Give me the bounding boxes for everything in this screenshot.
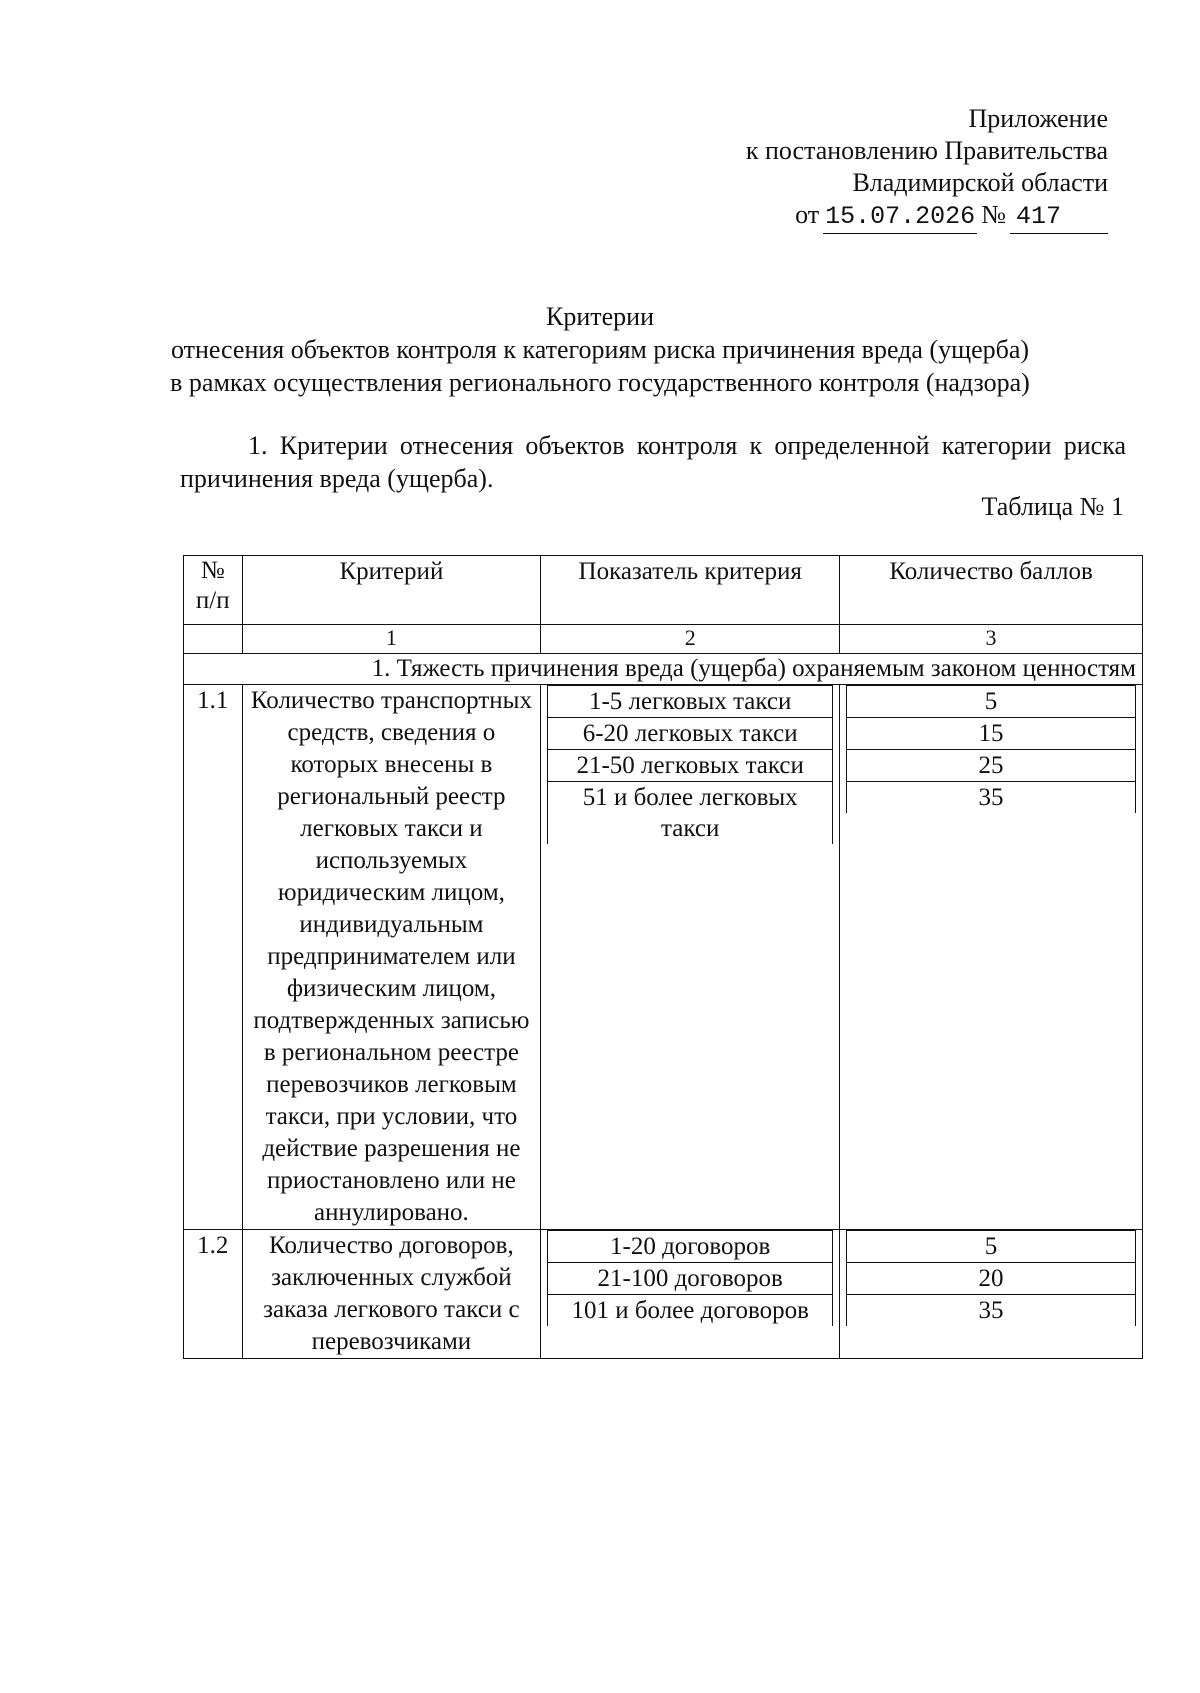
col-number-3: 3	[840, 625, 1143, 654]
resolution-date: 15.07.2026	[823, 201, 977, 234]
section-title: 1. Тяжесть причинения вреда (ущерба) охраняемым законом ценностям	[184, 654, 1143, 685]
row-indicators	[541, 685, 840, 1230]
row-points	[840, 685, 1143, 1230]
points-cell: 20	[847, 1263, 1136, 1295]
header-criterion: Критерий	[242, 556, 541, 625]
row-number: 1.1	[184, 685, 243, 1230]
row-points	[840, 1230, 1143, 1359]
points-cell: 15	[847, 718, 1136, 750]
points-cell: 35	[847, 782, 1136, 814]
points-cell: 35	[847, 1295, 1136, 1327]
header-indicator: Показатель критерия	[541, 556, 840, 625]
appendix-title: Приложение	[968, 104, 1108, 133]
table-row	[184, 1230, 1143, 1359]
title-line-1: Критерии	[546, 302, 654, 331]
indicator-cell: 101 и более договоров	[548, 1295, 833, 1327]
date-prefix: от	[795, 200, 820, 229]
points-cell: 5	[847, 1231, 1136, 1263]
criteria-table	[183, 555, 1143, 1359]
title-line-2: отнесения объектов контроля к категориям риска причинения вреда (ущерба)	[170, 335, 1030, 364]
points-cell: 5	[847, 686, 1136, 718]
title-line-3: в рамках осуществления регионального государственного контроля (надзора)	[170, 368, 1030, 397]
appendix-region: Владимирской области	[852, 168, 1108, 197]
section-row	[184, 654, 1143, 685]
indicator-cell: 1-20 договоров	[548, 1231, 833, 1263]
col-number-1: 1	[242, 625, 541, 654]
resolution-number: 417	[1010, 201, 1108, 234]
header-number: № п/п	[184, 556, 243, 625]
indicator-cell: 1-5 легковых такси	[548, 686, 833, 718]
table-header-row	[184, 556, 1143, 625]
header-points: Количество баллов	[840, 556, 1143, 625]
indicator-cell: 6-20 легковых такси	[548, 718, 833, 750]
table-row	[184, 685, 1143, 1230]
indicator-cell: 21-50 легковых такси	[548, 750, 833, 782]
table-label: Таблица № 1	[981, 492, 1124, 521]
number-prefix: №	[981, 200, 1006, 229]
points-cell: 25	[847, 750, 1136, 782]
document-title	[150, 300, 1050, 399]
indicator-cell: 51 и более легковых такси	[548, 782, 833, 845]
row-number: 1.2	[184, 1230, 243, 1359]
appendix-header	[746, 103, 1108, 234]
intro-paragraph: 1. Критерии отнесения объектов контроля к определенной категории риска причинения вреда (ущерба).	[180, 431, 1126, 493]
col-number-0	[184, 625, 243, 654]
row-indicators	[541, 1230, 840, 1359]
appendix-resolution: к постановлению Правительства	[745, 136, 1108, 165]
column-numbers-row	[184, 625, 1143, 654]
col-number-2: 2	[541, 625, 840, 654]
appendix-date-line	[795, 199, 1108, 234]
row-criterion: Количество договоров, заключенных службой заказа легкового такси с перевозчиками	[242, 1230, 541, 1359]
row-criterion: Количество транспортных средств, сведения о которых внесены в региональный реестр легковых такси и используемых юридическим лицом, индивидуальным предпринимателем или физическим лицом, подтвержденных записью в региональном реестре перевозчиков легковым такси, при условии, что действие разрешения не приостановлено или не аннулировано.	[242, 685, 541, 1230]
indicator-cell: 21-100 договоров	[548, 1263, 833, 1295]
